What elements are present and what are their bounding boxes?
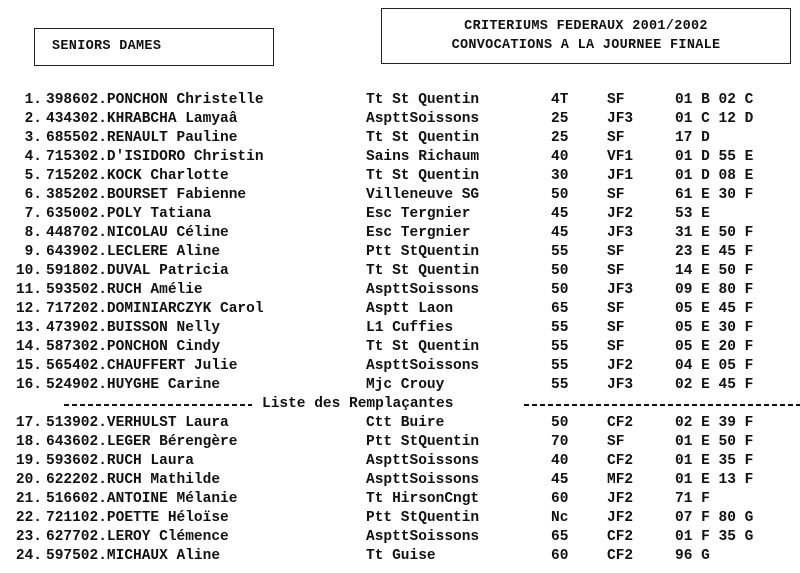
age-category: CF2 [607, 453, 634, 469]
club-name: Sains Richaum [366, 149, 480, 165]
player-id-name: 643902.LECLERE Aline [46, 244, 221, 260]
substitutes-separator [62, 395, 800, 414]
age-category: SF [607, 92, 625, 108]
slot-assignment: 05 E 45 F [675, 301, 754, 317]
row-number: 24. [15, 548, 42, 564]
separator-dashes-right [524, 404, 800, 406]
points-category: 70 [551, 434, 569, 450]
player-id-name: 434302.KHRABCHA Lamyaâ [46, 111, 238, 127]
slot-assignment: 07 F 80 G [675, 510, 754, 526]
slot-assignment: 61 E 30 F [675, 187, 754, 203]
player-id-name: 721102.POETTE Héloïse [46, 510, 229, 526]
club-name: Tt St Quentin [366, 92, 480, 108]
substitute-row [0, 490, 800, 509]
player-id-name: 565402.CHAUFFERT Julie [46, 358, 238, 374]
club-name: Tt St Quentin [366, 168, 480, 184]
player-row [0, 262, 800, 281]
slot-assignment: 02 E 45 F [675, 377, 754, 393]
substitute-row [0, 414, 800, 433]
row-number: 11. [15, 282, 42, 298]
age-category: SF [607, 244, 625, 260]
age-category: JF2 [607, 206, 634, 222]
club-name: Ptt StQuentin [366, 434, 480, 450]
slot-assignment: 05 E 30 F [675, 320, 754, 336]
slot-assignment: 01 B 02 C [675, 92, 754, 108]
club-name: Ptt StQuentin [366, 244, 480, 260]
slot-assignment: 17 D [675, 130, 710, 146]
substitute-row [0, 528, 800, 547]
row-number: 13. [15, 320, 42, 336]
club-name: Tt St Quentin [366, 130, 480, 146]
player-row [0, 205, 800, 224]
row-number: 2. [24, 111, 42, 127]
points-category: 40 [551, 149, 569, 165]
club-name: AspttSoissons [366, 358, 480, 374]
club-name: Esc Tergnier [366, 206, 471, 222]
row-number: 12. [15, 301, 42, 317]
player-id-name: 587302.PONCHON Cindy [46, 339, 221, 355]
age-category: CF2 [607, 529, 634, 545]
row-number: 3. [24, 130, 42, 146]
points-category: 30 [551, 168, 569, 184]
slot-assignment: 01 D 08 E [675, 168, 754, 184]
points-category: 55 [551, 244, 569, 260]
player-id-name: 635002.POLY Tatiana [46, 206, 212, 222]
club-name: Ctt Buire [366, 415, 445, 431]
age-category: SF [607, 434, 625, 450]
age-category: CF2 [607, 415, 634, 431]
age-category: JF3 [607, 111, 634, 127]
club-name: Tt St Quentin [366, 263, 480, 279]
club-name: AspttSoissons [366, 453, 480, 469]
player-id-name: 715302.D'ISIDORO Christin [46, 149, 264, 165]
club-name: Villeneuve SG [366, 187, 480, 203]
substitute-row [0, 547, 800, 566]
club-name: Mjc Crouy [366, 377, 445, 393]
points-category: 50 [551, 187, 569, 203]
player-id-name: 643602.LEGER Bérengère [46, 434, 238, 450]
substitutes-heading: Liste des Remplaçantes [262, 396, 454, 412]
player-id-name: 593602.RUCH Laura [46, 453, 194, 469]
age-category: MF2 [607, 472, 634, 488]
points-category: 45 [551, 206, 569, 222]
age-category: JF3 [607, 225, 634, 241]
row-number: 9. [24, 244, 42, 260]
club-name: Tt St Quentin [366, 339, 480, 355]
club-name: Asptt Laon [366, 301, 454, 317]
player-id-name: 685502.RENAULT Pauline [46, 130, 238, 146]
player-id-name: 597502.MICHAUX Aline [46, 548, 221, 564]
player-id-name: 524902.HUYGHE Carine [46, 377, 221, 393]
player-row [0, 186, 800, 205]
club-name: AspttSoissons [366, 472, 480, 488]
age-category: SF [607, 301, 625, 317]
row-number: 21. [15, 491, 42, 507]
points-category: 55 [551, 320, 569, 336]
slot-assignment: 09 E 80 F [675, 282, 754, 298]
age-category: JF3 [607, 377, 634, 393]
points-category: 55 [551, 339, 569, 355]
slot-assignment: 05 E 20 F [675, 339, 754, 355]
category-label: SENIORS DAMES [52, 39, 162, 54]
title-line-2: CONVOCATIONS A LA JOURNEE FINALE [451, 38, 721, 53]
player-id-name: 473902.BUISSON Nelly [46, 320, 221, 336]
slot-assignment: 71 F [675, 491, 710, 507]
title-line-1: CRITERIUMS FEDERAUX 2001/2002 [464, 19, 708, 34]
player-row [0, 224, 800, 243]
slot-assignment: 23 E 45 F [675, 244, 754, 260]
row-number: 5. [24, 168, 42, 184]
player-row [0, 357, 800, 376]
player-id-name: 513902.VERHULST Laura [46, 415, 229, 431]
row-number: 6. [24, 187, 42, 203]
row-number: 8. [24, 225, 42, 241]
player-row [0, 167, 800, 186]
points-category: 55 [551, 358, 569, 374]
player-id-name: 591802.DUVAL Patricia [46, 263, 229, 279]
age-category: SF [607, 320, 625, 336]
slot-assignment: 02 E 39 F [675, 415, 754, 431]
player-id-name: 398602.PONCHON Christelle [46, 92, 264, 108]
age-category: JF1 [607, 168, 634, 184]
club-name: Tt HirsonCngt [366, 491, 480, 507]
points-category: 65 [551, 529, 569, 545]
slot-assignment: 01 E 35 F [675, 453, 754, 469]
player-id-name: 622202.RUCH Mathilde [46, 472, 221, 488]
club-name: Tt Guise [366, 548, 436, 564]
points-category: 50 [551, 415, 569, 431]
age-category: JF2 [607, 358, 634, 374]
row-number: 17. [15, 415, 42, 431]
player-row [0, 281, 800, 300]
club-name: AspttSoissons [366, 111, 480, 127]
points-category: 55 [551, 377, 569, 393]
substitute-row [0, 433, 800, 452]
row-number: 14. [15, 339, 42, 355]
slot-assignment: 04 E 05 F [675, 358, 754, 374]
club-name: Ptt StQuentin [366, 510, 480, 526]
row-number: 1. [24, 92, 42, 108]
slot-assignment: 14 E 50 F [675, 263, 754, 279]
slot-assignment: 53 E [675, 206, 710, 222]
row-number: 10. [15, 263, 42, 279]
points-category: 45 [551, 225, 569, 241]
age-category: JF2 [607, 491, 634, 507]
age-category: CF2 [607, 548, 634, 564]
points-category: 60 [551, 491, 569, 507]
points-category: 25 [551, 130, 569, 146]
row-number: 20. [15, 472, 42, 488]
player-row [0, 300, 800, 319]
slot-assignment: 96 G [675, 548, 710, 564]
separator-dashes-left [64, 404, 252, 406]
row-number: 23. [15, 529, 42, 545]
club-name: AspttSoissons [366, 529, 480, 545]
title-box [381, 8, 791, 64]
player-id-name: 593502.RUCH Amélie [46, 282, 203, 298]
slot-assignment: 01 C 12 D [675, 111, 754, 127]
slot-assignment: 01 F 35 G [675, 529, 754, 545]
club-name: Esc Tergnier [366, 225, 471, 241]
player-row [0, 319, 800, 338]
row-number: 18. [15, 434, 42, 450]
age-category: SF [607, 339, 625, 355]
substitute-row [0, 509, 800, 528]
points-category: 45 [551, 472, 569, 488]
row-number: 19. [15, 453, 42, 469]
points-category: 50 [551, 263, 569, 279]
player-id-name: 717202.DOMINIARCZYK Carol [46, 301, 264, 317]
substitute-row [0, 471, 800, 490]
player-row [0, 338, 800, 357]
age-category: SF [607, 187, 625, 203]
age-category: JF3 [607, 282, 634, 298]
player-row [0, 376, 800, 395]
points-category: 25 [551, 111, 569, 127]
row-number: 4. [24, 149, 42, 165]
age-category: JF2 [607, 510, 634, 526]
club-name: AspttSoissons [366, 282, 480, 298]
row-number: 15. [15, 358, 42, 374]
player-id-name: 516602.ANTOINE Mélanie [46, 491, 238, 507]
player-row [0, 110, 800, 129]
substitute-row [0, 452, 800, 471]
points-category: 60 [551, 548, 569, 564]
row-number: 22. [15, 510, 42, 526]
player-row [0, 129, 800, 148]
player-row [0, 243, 800, 262]
player-row [0, 148, 800, 167]
points-category: 40 [551, 453, 569, 469]
points-category: 4T [551, 92, 569, 108]
slot-assignment: 01 E 50 F [675, 434, 754, 450]
player-id-name: 715202.KOCK Charlotte [46, 168, 229, 184]
row-number: 16. [15, 377, 42, 393]
slot-assignment: 01 D 55 E [675, 149, 754, 165]
age-category: VF1 [607, 149, 634, 165]
points-category: 50 [551, 282, 569, 298]
player-id-name: 627702.LEROY Clémence [46, 529, 229, 545]
age-category: SF [607, 263, 625, 279]
row-number: 7. [24, 206, 42, 222]
club-name: L1 Cuffies [366, 320, 454, 336]
points-category: 65 [551, 301, 569, 317]
player-id-name: 385202.BOURSET Fabienne [46, 187, 247, 203]
player-id-name: 448702.NICOLAU Céline [46, 225, 229, 241]
age-category: SF [607, 130, 625, 146]
category-box [34, 28, 274, 66]
slot-assignment: 01 E 13 F [675, 472, 754, 488]
player-row [0, 91, 800, 110]
slot-assignment: 31 E 50 F [675, 225, 754, 241]
points-category: Nc [551, 510, 569, 526]
